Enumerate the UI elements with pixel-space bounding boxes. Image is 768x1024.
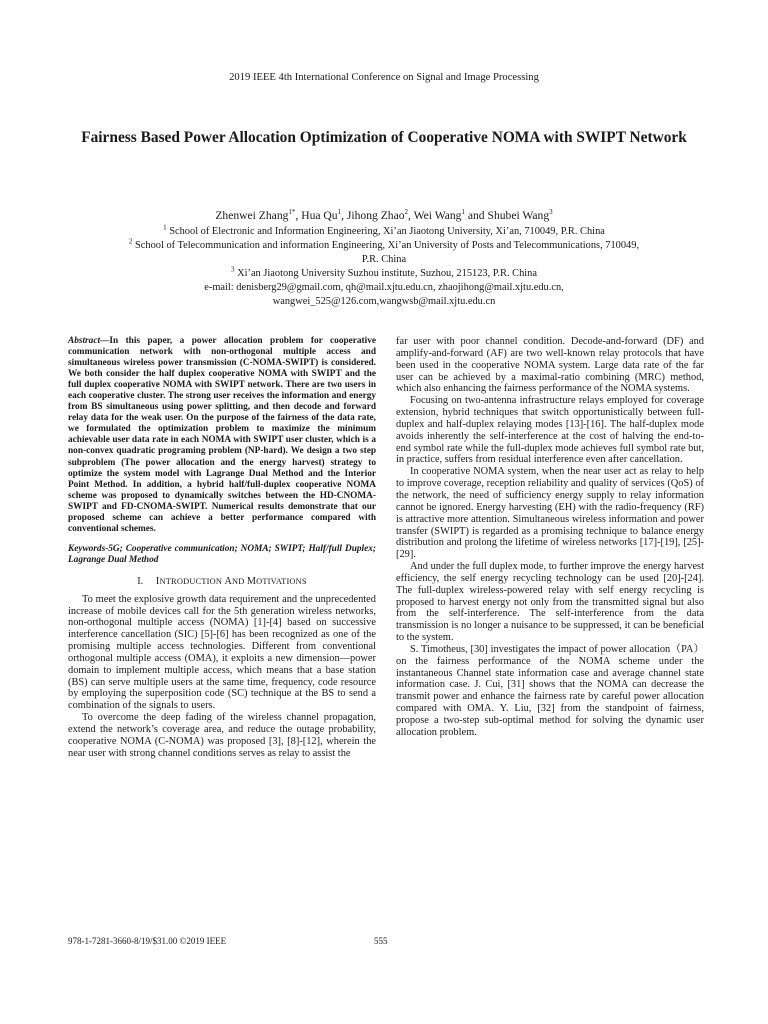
body-paragraph: To meet the explosive growth data requirement and the unprecedented increase of mobile devices call for the 5th generation wireless networks, non-orthogonal multiple access (NOMA) [1]-[4] based on successive interference cancellation (SIC) [5]-[6] has been recognized as one of the promising multiple access technologies. Different from conventional orthogonal multiple access (OMA), it exploits a new dimension—power domain to implement multiple access, which means that a base station (BS) can serve multiple users at the same time, frequency, code resource by employing the superposition code (SC) technique at the BS to send a combination of the signals to users. bbox=[68, 593, 376, 712]
affiliation-line: P.R. China bbox=[361, 254, 407, 265]
keywords: Keywords-5G; Cooperative communication; NOMA; SWIPT; Half/full Duplex; Lagrange Dual Method bbox=[68, 543, 376, 566]
affiliation-line: $^2$ School of Telecommunication and information Engineering, Xi’an University of Posts and Telecommunications, 710049, bbox=[128, 237, 640, 251]
body-paragraph: To overcome the deep fading of the wireless channel propagation, extend the network’s coverage area, and reduce the outage probability, cooperative NOMA (C-NOMA) was proposed [3], [8]-[12], wherein the near user with strong channel conditions serves as relay to assist the bbox=[68, 712, 376, 759]
affiliation-line: $^3$ Xi’an Jiaotong University Suzhou institute, Suzhou, 215123, P.R. China bbox=[231, 265, 537, 279]
page-number: 555 bbox=[374, 936, 388, 946]
body-paragraph: In cooperative NOMA system, when the near user act as relay to help to improve coverage, reception reliability and quality of services (QoS) of the network, the need of sufficiency energy supply to relay information cannot be ignored. Energy harvesting (EH) with the radio-frequency (RF) is attractive more attention. Simultaneous wireless information and power transfer (SWIPT) is regarded as a promising technique to balance energy distribution and prolong the lifetime of wireless networks [17]-[19], [25]-[29]. bbox=[396, 466, 704, 561]
body-paragraph: Focusing on two-antenna infrastructure relays employed for coverage extension, hybrid techniques that switch opportunistically between full-duplex and half-duplex relaying modes [13]-[16]. The half-duplex mode avoids inherently the self-interference at the cost of halving the end-to-end symbol rate while the full-duplex mode achieves full symbol rate but, in practice, suffers from residual interference even after cancellation. bbox=[396, 395, 704, 466]
section-title: INTRODUCTION AND MOTIVATIONS bbox=[155, 575, 307, 587]
section-number: I. bbox=[137, 575, 144, 587]
email-line: wangwei_525@126.com,wangwsb@mail.xjtu.edu.cn bbox=[272, 296, 496, 307]
author-affil-mark: 3 bbox=[549, 208, 553, 217]
author-name: , Jihong Zhao bbox=[341, 209, 405, 222]
left-column bbox=[68, 336, 376, 760]
copyright-isbn: 978-1-7281-3660-8/19/$31.00 ©2019 IEEE bbox=[68, 936, 227, 946]
author-name: , Wei Wang bbox=[408, 209, 462, 222]
affiliation-line: $^1$ School of Electronic and Information Engineering, Xi’an Jiaotong University, Xi’an, 710049, P.R. China bbox=[163, 223, 605, 237]
author-name: and Shubei Wang bbox=[464, 209, 550, 222]
author-affil-mark: 1* bbox=[288, 208, 296, 217]
author-name: , Hua Qu bbox=[295, 209, 338, 222]
abstract-label: Abstract bbox=[68, 336, 101, 346]
author-name: Zhenwei Zhang bbox=[215, 209, 289, 222]
abstract-body: —In this paper, a power allocation problem for cooperative communication network with non-orthogonal multiple access and simultaneous wireless power transmission (C-NOMA-SWIPT) is considered. We both consider the half duplex cooperative NOMA with SWIPT and the full duplex cooperative NOMA with SWIPT network. There are two users in each cooperative cluster. The strong user receives the information and energy from BS simultaneous using power splitting, and then decode and forward relay data for the weak user. On the purpose of the fairness of the data rate, we formulated the optimization problem to maximize the minimum achievable user data rate in each NOMA with SWIPT user cluster, which is a non-convex quadratic programing problem (NP-hard). We design a two step subproblem (The power allocation and the energy harvest) strategy to optimize the system model with Lagrange Dual Method and the Interior Point Method. In addition, a hybrid half/full-duplex cooperative NOMA scheme was proposed to dynamically switches between the HD-CNOMA-SWIPT and FD-CNOMA-SWIPT. Numerical results demonstrate that our proposed scheme can achieve a better performance compared with conventional schemes. bbox=[68, 336, 376, 534]
author-affil-mark: 1 bbox=[337, 208, 342, 217]
section-heading bbox=[68, 576, 376, 588]
abstract bbox=[68, 336, 376, 535]
paper-title: Fairness Based Power Allocation Optimization of Cooperative NOMA with SWIPT Network bbox=[81, 129, 687, 146]
conference-header: 2019 IEEE 4th International Conference on Signal and Image Processing bbox=[229, 72, 539, 83]
body-paragraph: And under the full duplex mode, to further improve the energy harvest efficiency, the self energy recycling technology can be used [20]-[24]. The full-duplex wireless-powered relay with self energy recycling is proposed to harvest energy not only from the transmitted signal but also from the self-interference. The self-interference from the data transmission is no longer a nuisance to be suppressed, it can be beneficial to the system. bbox=[396, 561, 704, 644]
author-affil-mark: 2 bbox=[404, 208, 409, 217]
email-line: e-mail: denisberg29@gmail.com, qh@mail.xjtu.edu.cn, zhaojihong@mail.xjtu.edu.cn, bbox=[204, 282, 564, 293]
body-paragraph: S. Timotheus, [30] investigates the impact of power allocation（PA） on the fairness performance of the NOMA scheme under the instantaneous Channel state information case and average channel state information case. J. Cui, [31] shows that the NOMA can decrease the transmit power and enhance the fairness rate by careful power allocation compared with OMA. Y. Liu, [32] from the standpoint of fairness, propose a two-step sub-optimal method for solving the dynamic user allocation problem. bbox=[396, 643, 704, 738]
right-column bbox=[396, 336, 704, 739]
author-list bbox=[0, 209, 768, 222]
author-affil-mark: 1 bbox=[461, 208, 465, 217]
body-paragraph: far user with poor channel condition. Decode-and-forward (DF) and amplify-and-forward (AF) are two well-known relay protocols that have been used in the cooperative NOMA system. Large data rate of the far user can be achieved by a maximal-ratio combining (MRC) method, which also enhancing the fairness performance of the NOMA systems. bbox=[396, 336, 704, 395]
